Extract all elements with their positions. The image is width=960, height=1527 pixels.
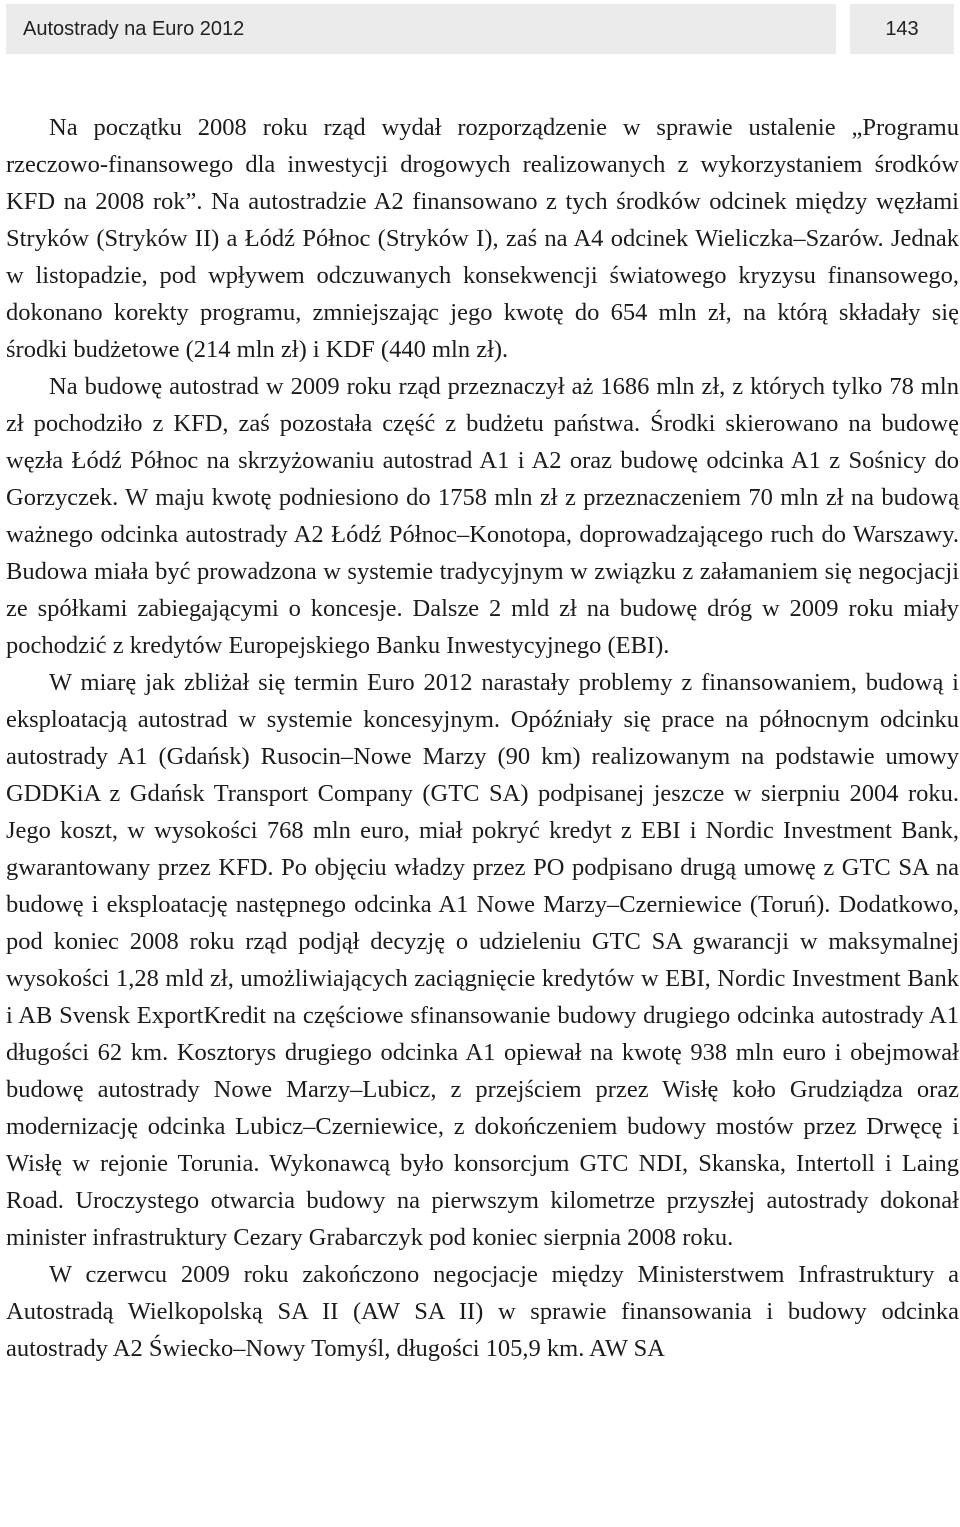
body-text bbox=[6, 109, 959, 1367]
paragraph-3: W miarę jak zbliżał się termin Euro 2012 narastały problemy z finansowaniem, budową i eksploatacją autostrad w systemie koncesyjnym. Opóźniały się prace na północnym odcinku autostrady A1 (Gdańsk) Rusocin–Nowe Marzy (90 km) realizowanym na podstawie umowy GDDKiA z Gdańsk Transport Company (GTC SA) podpisanej jeszcze w sierpniu 2004 roku. Jego koszt, w wysokości 768 mln euro, miał pokryć kredyt z EBI i Nordic Investment Bank, gwarantowany przez KFD. Po objęciu władzy przez PO podpisano drugą umowę z GTC SA na budowę i eksploatację następnego odcinka A1 Nowe Marzy–Czerniewice (Toruń). Dodatkowo, pod koniec 2008 roku rząd podjął decyzję o udzieleniu GTC SA gwarancji w maksymalnej wysokości 1,28 mld zł, umożliwiających zaciągnięcie kredytów w EBI, Nordic Investment Bank i AB Svensk ExportKredit na częściowe sfinansowanie budowy drugiego odcinka autostrady A1 długości 62 km. Kosztorys drugiego odcinka A1 opiewał na kwotę 938 mln euro i obejmował budowę autostrady Nowe Marzy–Lubicz, z przejściem przez Wisłę koło Grudziądza oraz modernizację odcinka Lubicz–Czerniewice, z dokończeniem budowy mostów przez Drwęcę i Wisłę w rejonie Torunia. Wykonawcą było konsorcjum GTC NDI, Skanska, Intertoll i Laing Road. Uroczystego otwarcia budowy na pierwszym kilometrze przyszłej autostrady dokonał minister infrastruktury Cezary Grabarczyk pod koniec sierpnia 2008 roku. bbox=[6, 669, 959, 1251]
running-head bbox=[6, 4, 836, 54]
paragraph-4: W czerwcu 2009 roku zakończono negocjacje między Ministerstwem Infrastruktury a Autostradą Wielkopolską SA II (AW SA II) w sprawie finansowania i budowy odcinka autostrady A2 Świecko–Nowy Tomyśl, długości 105,9 km. AW SA bbox=[6, 1261, 959, 1362]
page-number-box bbox=[850, 4, 954, 54]
running-title: Autostrady na Euro 2012 bbox=[23, 17, 245, 40]
paragraph-2: Na budowę autostrad w 2009 roku rząd przeznaczył aż 1686 mln zł, z których tylko 78 mln zł pochodziło z KFD, zaś pozostała część z budżetu państwa. Środki skierowano na budowę węzła Łódź Północ na skrzyżowaniu autostrad A1 i A2 oraz budowę odcinka A1 z Sośnicy do Gorzyczek. W maju kwotę podniesiono do 1758 mln zł z przeznaczeniem 70 mln zł na budową ważnego odcinka autostrady A2 Łódź Północ–Konotopa, doprowadzającego ruch do Warszawy. Budowa miała być prowadzona w systemie tradycyjnym w związku z załamaniem się negocjacji ze spółkami zabiegającymi o koncesje. Dalsze 2 mld zł na budowę dróg w 2009 roku miały pochodzić z kredytów Europejskiego Banku Inwestycyjnego (EBI). bbox=[6, 373, 959, 659]
page-number: 143 bbox=[885, 17, 919, 40]
paragraph-1: Na początku 2008 roku rząd wydał rozporządzenie w sprawie ustalenie „Programu rzeczowo-finansowego dla inwestycji drogowych realizowanych z wykorzystaniem środków KFD na 2008 rok”. Na autostradzie A2 finansowano z tych środków odcinek między węzłami Stryków (Stryków II) a Łódź Północ (Stryków I), zaś na A4 odcinek Wieliczka–Szarów. Jednak w listopadzie, pod wpływem odczuwanych konsekwencji światowego kryzysu finansowego, dokonano korekty programu, zmniejszając jego kwotę do 654 mln zł, na którą składały się środki budżetowe (214 mln zł) i KDF (440 mln zł). bbox=[6, 114, 959, 363]
